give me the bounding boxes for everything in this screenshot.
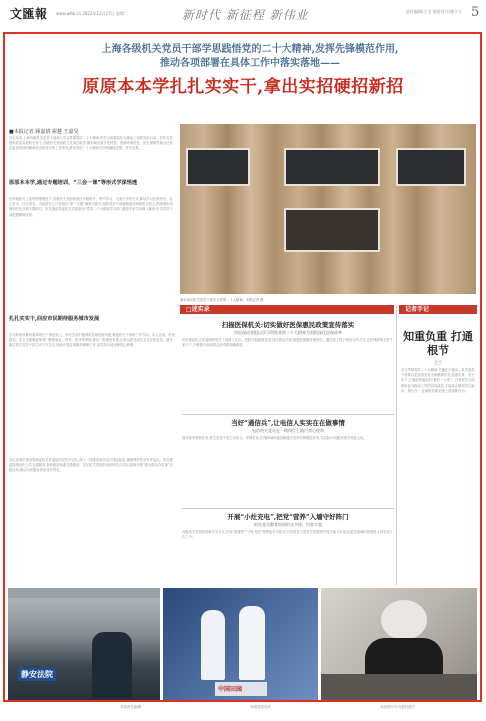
footer-mid: 本版视觉设计 xyxy=(250,705,271,709)
lead-paragraph: 岁末年初,上海各级机关党员干部深入学习贯彻党的二十大精神,把学习成果转化为推动工作的实际行动。在机关党建高质量发展的引领下,各级机关党组织立足岗位职责,紧扣城市数字化转型、营商环境优化、民生保障等重点任务,以更加昂扬的精神状态和务实的工作作风,推动党的二十大精神在申城落地生根、开花结果。 xyxy=(9,136,174,151)
photo-person xyxy=(92,632,132,698)
page-number: 5 xyxy=(471,5,480,20)
photo-window-1 xyxy=(186,148,250,186)
divider-1 xyxy=(182,414,394,415)
kicker-line-2: 推动各项部署在具体工作中落实落地—— xyxy=(160,58,340,69)
box-2-title: 当好“通信兵”,让电信人实实在在做事情 xyxy=(231,419,345,427)
column-title: 知重负重 打通根节 xyxy=(403,330,473,357)
box-3-subtitle: 机关党员教育培训形式多样、内容丰富 xyxy=(254,522,322,527)
body-paragraph-1: 在市级机关工委的统筹推进下,各级机关党组织通过专题研讨、集中学习、交流分享等方式,推动学习往深里走、往心里走、往实里走。市政府办公厅党组以“第一议题”制度为抓手,组织党员干部逐段逐句研读报告原文,围绕城市治理现代化开展专题研讨。市发展改革委机关党委推出“党的二十大精神学习周”,邀请专家学者深入解读,引导党员干部把握精神实质。 xyxy=(9,197,173,217)
bottom-photo-1 xyxy=(8,588,160,700)
box-1-subtitle: 市医保局党组以学习贯彻党的二十大精神为契机深化医保改革 xyxy=(234,330,342,335)
photo-window-people xyxy=(284,208,380,252)
footer-right: 本版图片均为资料照片 xyxy=(380,705,415,709)
article-headline: 原原本本学扎扎实实干,拿出实招硬招新招 xyxy=(82,77,404,97)
body-paragraph-3: 市住房城乡建设管理委机关党委组织党员突击队,深入一线排查城市运行风险隐患,确保城市安全有序运行。市交通委持续优化公共交通服务,加快推进轨道交通建设。各区机关党组织也纷纷结合实际,创新开展“我为群众办实事”实践活动,推动为民服务常态化长效化。 xyxy=(9,458,173,473)
article-kicker xyxy=(60,43,440,71)
column-author: 王兰 xyxy=(434,360,442,365)
box-2-subtitle: 电信机关党员在一线岗位上践行初心使命 xyxy=(252,428,324,433)
subhead-2: 扎扎实实干,回应市民期待服务城市发展 xyxy=(9,316,100,322)
photo-window-2 xyxy=(284,148,380,186)
footer-left: 本版责任编辑 xyxy=(120,705,141,709)
masthead xyxy=(4,3,482,29)
photo-window-3 xyxy=(396,148,466,186)
box-3-text: 各级机关党组织创新学习方式,开设“微课堂”“小灶充电”等特色学习形式,引导党员干部在学思践悟中提升能力本领,以更加饱满的热情投入到各项工作之中。 xyxy=(182,530,394,540)
box-1-text: 市医保局机关党委组织党员干部深入社区、医院开展政策宣讲,回应群众关切,推进医保服务便民化。通过线上线下相结合的方式,让医保政策走进千家万户,不断提升参保群众获得感和满意度。 xyxy=(182,338,393,348)
photo-person-head xyxy=(381,600,427,640)
photo-figure-1 xyxy=(201,610,225,680)
photo-1-tag: 静安法院 xyxy=(18,668,56,681)
divider-2 xyxy=(182,508,394,509)
box-3-title: 开展“小灶充电”,把党“营养”入墙守好阵门 xyxy=(227,513,349,521)
masthead-info: www.whb.cn 2022年12月27日 星期二 xyxy=(56,11,128,16)
box-2-text: 面对新形势新任务,机关党员干部主动担当、冲锋在前,在保障城市通信畅通中发挥先锋模范作用,以实际行动服务城市发展大局。 xyxy=(182,436,367,440)
column-text: 学习贯彻党的二十大精神,关键在于落实。机关党员干部要以更加奋发有为的精神状态,知重负重、苦干实干,打通政策落实的“最后一公里”。只有把学习成果转化为推动工作的实际成效,才能真正做到学以致用、知行合一,在新时代新征程上展现新作为。 xyxy=(401,368,475,393)
bottom-photo-2 xyxy=(163,588,318,700)
newspaper-logo: 文匯報 xyxy=(10,7,48,21)
body-paragraph-2: 学习的成效最终要体现在干事创业上。市民生活中遇到的急难愁盼问题,就是机关干部的工作方向。市人社局、市民政局、市卫生健康委等部门聚焦就业、养老、医疗等领域,推出一批惠民举措,让群众感受到实实在在的变化。浦东新区机关党员干部主动下沉社区,协助开展各项服务保障工作,用实际行动诠释初心使命。 xyxy=(9,333,175,348)
main-photo-office xyxy=(180,124,476,294)
article-byline: ■本报记者 顾嘉倩 祝越 王嘉旻 xyxy=(9,129,79,135)
column-divider xyxy=(396,305,397,585)
photo-2-tag: 中国田园 xyxy=(218,686,243,693)
kicker-line-1: 上海各级机关党员干部学思践悟党的二十大精神,发挥先锋模范作用, xyxy=(101,44,399,55)
bottom-photo-3 xyxy=(321,588,477,700)
main-photo-caption: 浦东新区机关党员干部学习党的二十大精神。本报记者 摄 xyxy=(180,298,264,302)
box-1-title: 扫描医保机关:切实做好医保惠民政策宣传落实 xyxy=(221,321,355,329)
photo-table xyxy=(321,674,477,700)
masthead-editor-info: 责任编辑/王莹 视觉设计/童立名 xyxy=(406,9,462,14)
column-label-bar: 记者手记 xyxy=(399,305,477,314)
photo-figure-2 xyxy=(239,606,265,680)
photo-ceiling xyxy=(8,588,160,598)
subhead-1: 原原本本学,通过专题培训、“三会一课”等形式学深悟透 xyxy=(9,180,138,186)
masthead-slogan: 新时代 新征程 新伟业 xyxy=(182,8,309,22)
section-label-bar: □述实录 xyxy=(180,305,394,314)
